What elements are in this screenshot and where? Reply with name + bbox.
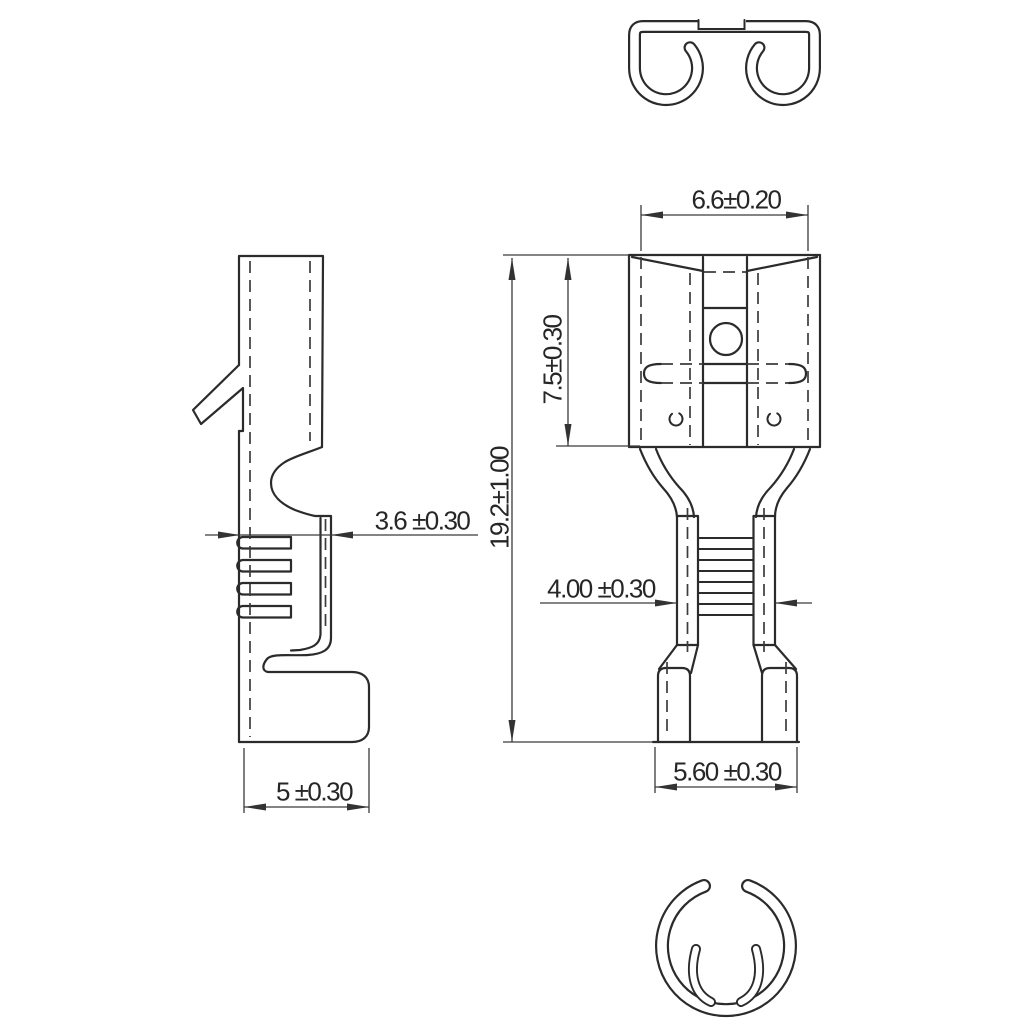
locking-lance [193, 365, 243, 431]
insulation-ring-fill [662, 886, 790, 1010]
neck-outer-right [775, 449, 810, 517]
transition-neck [640, 449, 810, 517]
serration-tab [237, 606, 291, 618]
seam-notch-mask [698, 18, 746, 24]
serration-tab [237, 583, 291, 595]
dimension-label-tab-length: 7.5±0.30 [537, 315, 568, 405]
serration-tab [237, 560, 291, 572]
mating-tab-head [629, 255, 820, 447]
section-strip-fill [634, 27, 814, 100]
dimension-label-crimp-depth: 3.6 ±0.30 [374, 505, 470, 536]
retention-dimple-left [667, 410, 685, 428]
serration-tabs [237, 537, 291, 618]
bottom-cross-section-view [662, 886, 790, 1010]
wire-crimp-barrel [659, 508, 796, 673]
contact-dimple-hole [710, 323, 742, 355]
side-flange-inner-line [291, 518, 321, 651]
slot-hidden-edges [661, 364, 789, 383]
dimension-label-insulation-crimp-width: 5.60 ±0.30 [673, 756, 781, 787]
neck-inner-right [756, 449, 794, 517]
insulation-crimp-wings [653, 662, 799, 742]
insulation-wing-right [762, 668, 797, 742]
neck-outer-left [640, 449, 677, 517]
dimension-label-body-width-side: 5 ±0.30 [275, 776, 353, 807]
side-view [193, 256, 369, 742]
retention-dimple-right [765, 410, 783, 428]
slot-end-right [789, 364, 806, 383]
section-strip-outline [634, 27, 814, 100]
serration-tab [237, 537, 291, 549]
dimension-label-overall-length: 19.2±1.00 [484, 447, 515, 549]
dimension-label-tab-width: 6.6±0.20 [691, 184, 781, 215]
insulation-wing-left [658, 668, 690, 742]
top-cross-section-view [634, 18, 814, 100]
dimension-label-wire-crimp-width: 4.00 ±0.30 [547, 573, 655, 604]
head-chamfer-right [747, 257, 817, 271]
dimension-7-5 [556, 258, 640, 446]
slot-end-left [644, 364, 661, 383]
crimp-serrations [698, 538, 754, 615]
head-chamfer-left [632, 257, 703, 271]
front-view [629, 255, 820, 742]
head-outline [629, 255, 820, 447]
